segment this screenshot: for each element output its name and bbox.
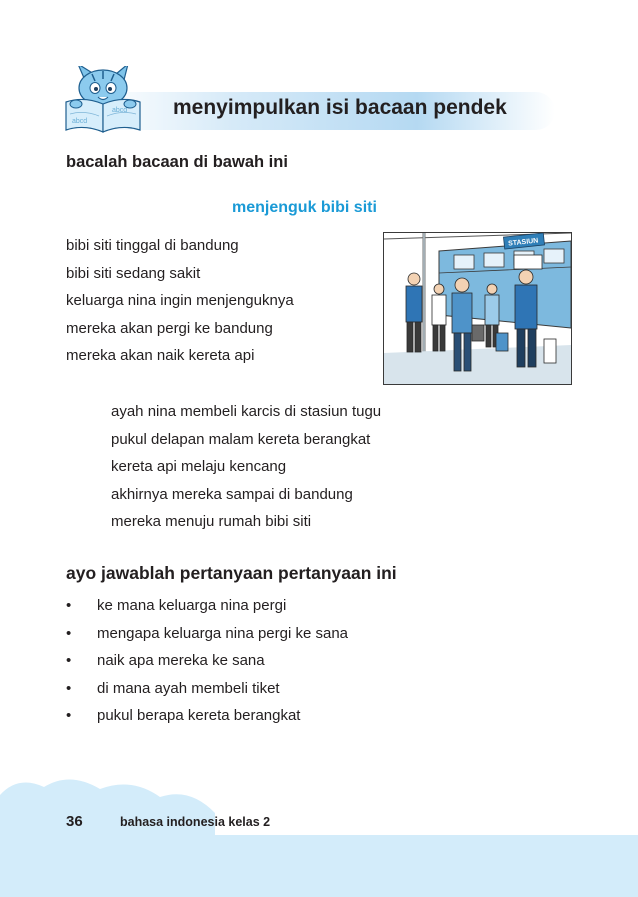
questions-heading: ayo jawablah pertanyaan pertanyaan ini (66, 563, 397, 583)
question-text: di mana ayah membeli tiket (97, 679, 280, 697)
cat-mascot-reading-book-icon (62, 66, 144, 134)
story-line: akhirnya mereka sampai di bandung (111, 485, 353, 503)
train-station-image (384, 233, 571, 384)
story-line: kereta api melaju kencang (111, 458, 287, 475)
story-line: mereka akan pergi ke bandung (66, 319, 273, 337)
page-number: 36 (66, 813, 83, 830)
question-text: pukul berapa kereta berangkat (97, 707, 301, 724)
story-line: bibi siti sedang sakit (66, 264, 201, 282)
story-paragraph-1 (66, 232, 294, 370)
question-text: naik apa mereka ke sana (97, 652, 265, 669)
bullet-icon: • (66, 679, 72, 697)
list-item (66, 702, 348, 730)
bullet-icon: • (66, 597, 72, 614)
question-text: ke mana keluarga nina pergi (97, 597, 287, 614)
story-line: keluarga nina ingin menjenguknya (66, 292, 294, 309)
mascot-book-right-text: abcd (112, 107, 128, 114)
story-line: mereka menuju rumah bibi siti (111, 513, 312, 530)
story-paragraph-2 (111, 398, 381, 536)
bullet-icon: • (66, 652, 72, 669)
page-title: menyimpulkan isi bacaan pendek (173, 96, 507, 119)
story-line: bibi siti tinggal di bandung (66, 237, 239, 254)
mascot-book-left-text: abcd (72, 118, 88, 125)
bullet-icon: • (66, 707, 72, 724)
bullet-icon: • (66, 624, 72, 642)
reading-instruction: bacalah bacaan di bawah ini (66, 153, 288, 171)
list-item (66, 592, 348, 620)
train-station-illustration (383, 232, 572, 385)
question-text: mengapa keluarga nina pergi ke sana (97, 624, 349, 642)
story-title: menjenguk bibi siti (232, 199, 377, 216)
station-sign-text: STASIUN (507, 237, 539, 248)
story-line: pukul delapan malam kereta berangkat (111, 430, 371, 448)
book-title: bahasa indonesia kelas 2 (120, 815, 271, 829)
questions-list (66, 592, 348, 730)
list-item (66, 675, 348, 703)
footer-cloud-band (0, 775, 638, 897)
story-line: ayah nina membeli karcis di stasiun tugu (111, 403, 382, 420)
list-item (66, 620, 348, 648)
list-item (66, 647, 348, 675)
story-line: mereka akan naik kereta api (66, 347, 255, 364)
